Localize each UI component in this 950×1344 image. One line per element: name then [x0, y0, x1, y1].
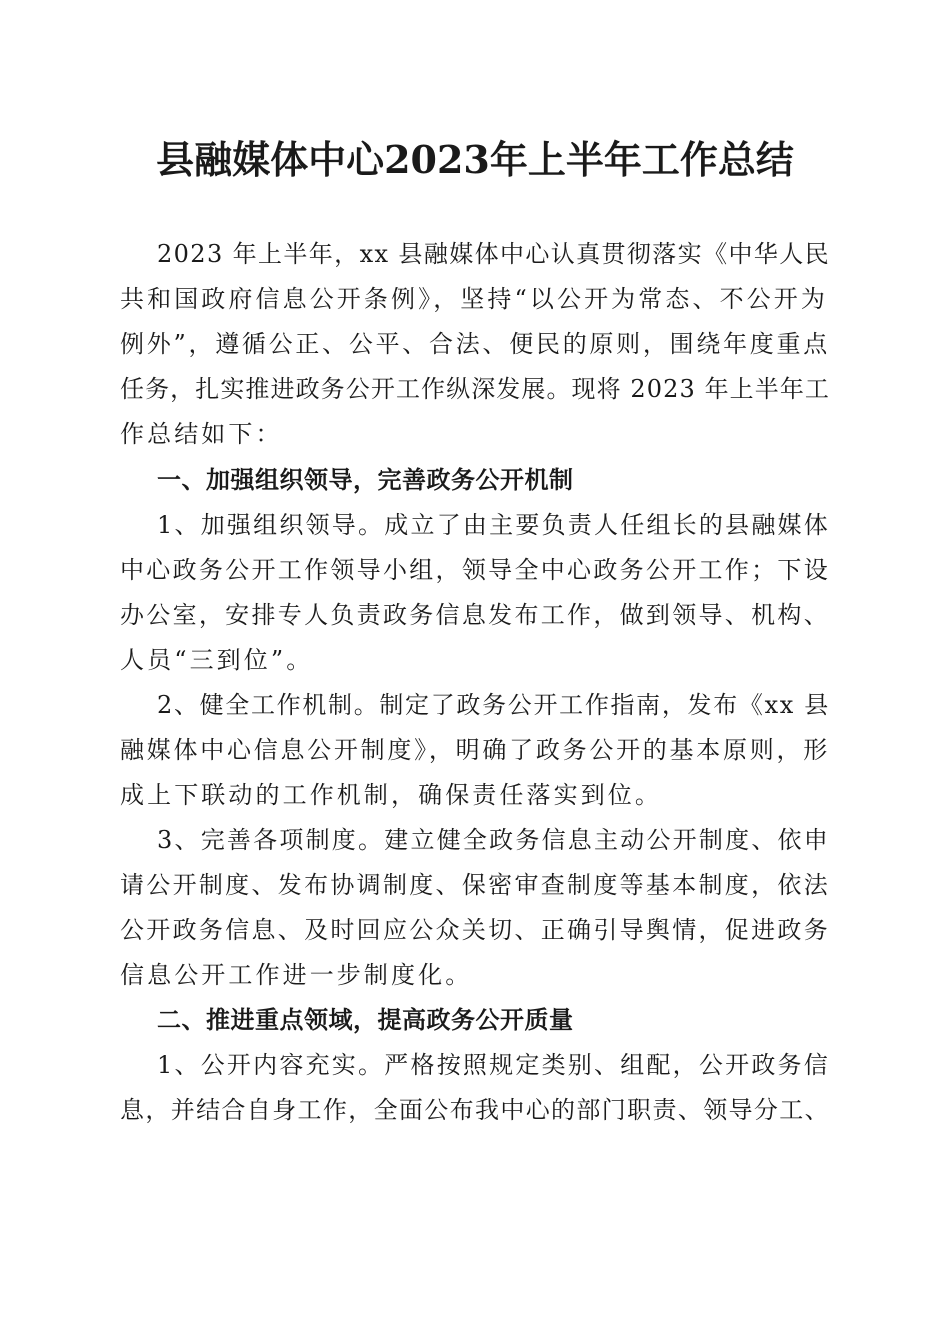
paragraph-line: 2、健全工作机制。制定了政务公开工作指南，发布《xx 县 [157, 691, 830, 719]
paragraph-line: 1、公开内容充实。严格按照规定类别、组配，公开政务信 [157, 1051, 830, 1079]
paragraph-line: 息，并结合自身工作，全面公布我中心的部门职责、领导分工、 [120, 1096, 830, 1124]
paragraph-line: 1、加强组织领导。成立了由主要负责人任组长的县融媒体 [157, 511, 830, 539]
paragraph-line: 成上下联动的工作机制，确保责任落实到位。 [120, 781, 662, 809]
paragraph-line: 中心政务公开工作领导小组，领导全中心政务公开工作；下设 [120, 556, 830, 584]
section-heading: 二、推进重点领域，提高政务公开质量 [157, 1006, 574, 1034]
document-title: 县融媒体中心2023年上半年工作总结 [156, 137, 794, 182]
paragraph-line: 公开政务信息、及时回应公众关切、正确引导舆情，促进政务 [120, 916, 830, 944]
paragraph-line: 3、完善各项制度。建立健全政务信息主动公开制度、依申 [157, 826, 830, 854]
section-heading: 一、加强组织领导，完善政务公开机制 [157, 466, 574, 494]
paragraph-line: 信息公开工作进一步制度化。 [120, 961, 473, 989]
paragraph-line: 办公室，安排专人负责政务信息发布工作，做到领导、机构、 [120, 601, 830, 629]
paragraph-line: 2023 年上半年，xx 县融媒体中心认真贯彻落实《中华人民 [157, 240, 830, 268]
paragraph-line: 例外”，遵循公正、公平、合法、便民的原则，围绕年度重点 [120, 330, 830, 358]
paragraph-line: 作总结如下： [120, 420, 283, 448]
paragraph-line: 人员“三到位”。 [120, 646, 314, 674]
paragraph-line: 任务，扎实推进政务公开工作纵深发展。现将 2023 年上半年工 [120, 375, 830, 403]
paragraph-line: 共和国政府信息公开条例》，坚持“以公开为常态、不公开为 [120, 285, 828, 313]
paragraph-line: 请公开制度、发布协调制度、保密审查制度等基本制度，依法 [120, 871, 830, 899]
paragraph-line: 融媒体中心信息公开制度》，明确了政务公开的基本原则，形 [120, 736, 830, 764]
